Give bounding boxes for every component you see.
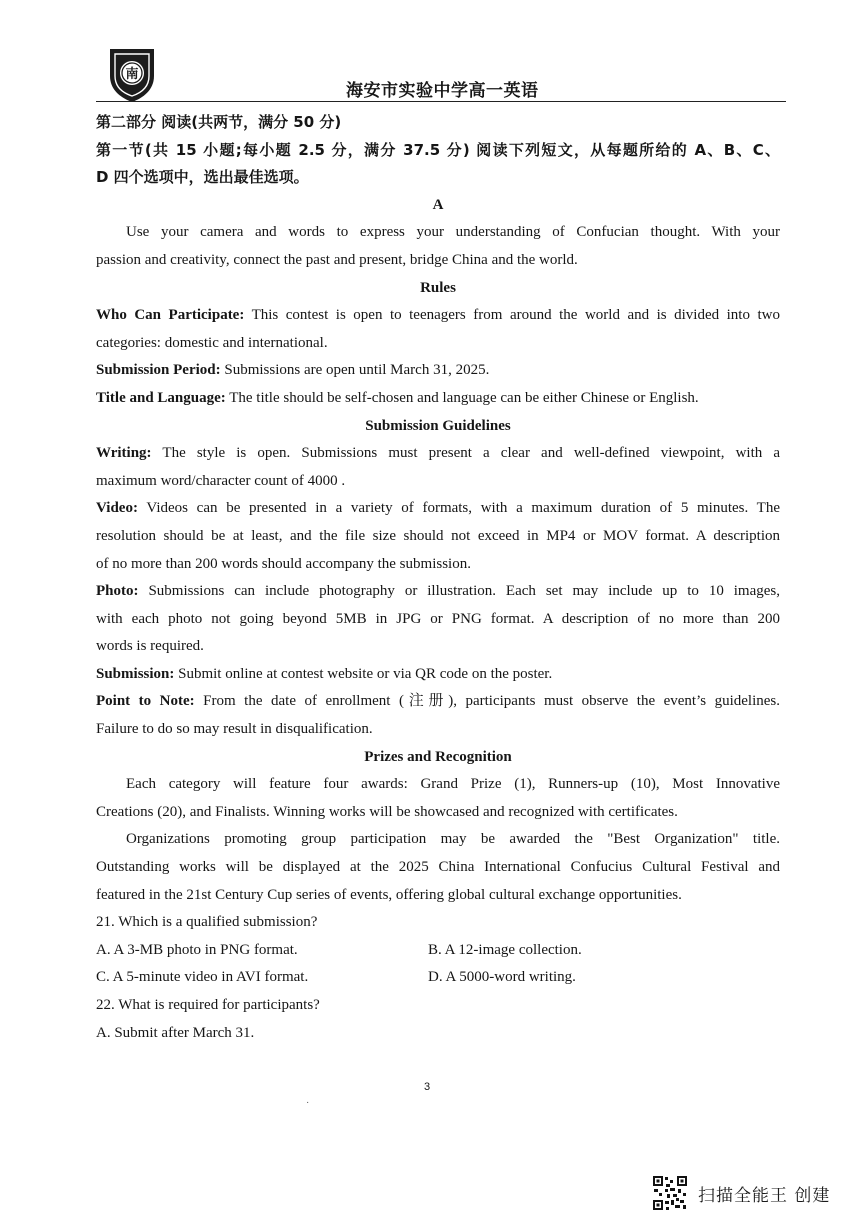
intro-line-2: passion and creativity, connect the past and present, bridge China and the world. xyxy=(96,251,578,268)
question-21-option-c: C. A 5-minute video in AVI format. xyxy=(96,969,309,986)
question-21-options-row-2 xyxy=(96,964,780,992)
note-text-line-2: Failure to do so may result in disqualification. xyxy=(96,721,373,738)
header-divider xyxy=(96,101,786,102)
photo-text-line-2: with each photo not going beyond 5MB in JPG or PNG format. A description of no more than 200 xyxy=(96,610,780,627)
writing-text-line-1: The style is open. Submissions must present a clear and well-defined viewpoint, with a xyxy=(162,445,780,462)
who-text-line-1: This contest is open to teenagers from around the world and is divided into two xyxy=(251,307,780,324)
submission-term: Submission: xyxy=(96,665,175,682)
school-logo xyxy=(106,46,158,104)
video-term: Video: xyxy=(96,500,138,517)
question-21-option-d: D. A 5000-word writing. xyxy=(428,969,576,986)
prizes-heading: Prizes and Recognition xyxy=(364,748,512,765)
writing-term: Writing: xyxy=(96,445,152,462)
prizes-p2-line-3: featured in the 21st Century Cup series of events, offering global cultural exchange opportunities. xyxy=(96,886,682,903)
question-21-option-b: B. A 12-image collection. xyxy=(428,941,582,958)
photo-text-line-3: words is required. xyxy=(96,638,204,655)
point-to-note xyxy=(96,688,780,716)
scanner-watermark xyxy=(652,1175,830,1211)
question-22-option-a: A. Submit after March 31. xyxy=(96,1024,255,1041)
note-text-line-1: From the date of enrollment (注册), participants must observe the event’s guidelines. xyxy=(203,693,780,710)
qr-code-icon xyxy=(652,1175,688,1211)
who-text-line-2: categories: domestic and international. xyxy=(96,334,328,351)
rules-heading: Rules xyxy=(420,279,456,296)
intro-line-1: Use your camera and words to express your understanding of Confucian thought. With your xyxy=(126,224,780,241)
logo-emblem-text: 南 xyxy=(125,67,139,82)
writing-text-line-2: maximum word/character count of 4000 . xyxy=(96,472,346,489)
period-text: Submissions are open until March 31, 2025. xyxy=(224,362,490,379)
title-and-language xyxy=(96,385,780,413)
who-can-participate xyxy=(96,302,780,330)
prizes-p2-line-1: Organizations promoting group participation may be awarded the "Best Organization" title. xyxy=(126,831,780,848)
video-text-line-1: Videos can be presented in a variety of formats, with a maximum duration of 5 minutes. The xyxy=(146,500,780,517)
prizes-p2-line-2: Outstanding works will be displayed at the 2025 China International Confucius Cultural Festival and xyxy=(96,859,780,876)
question-21-options-row-1 xyxy=(96,937,780,965)
reading-section xyxy=(96,109,780,1047)
photo-guideline xyxy=(96,578,780,606)
question-21-option-a: A. A 3-MB photo in PNG format. xyxy=(96,941,298,958)
video-text-line-2: resolution should be at least, and the file size should not exceed in MP4 or MOV format. A description xyxy=(96,527,780,544)
scanner-watermark-text: 扫描全能王 创建 xyxy=(698,1185,831,1206)
photo-term: Photo: xyxy=(96,583,139,600)
passage-letter: A xyxy=(432,196,444,213)
title-lang-text: The title should be self-chosen and language can be either Chinese or English. xyxy=(229,389,699,406)
part-heading: 第二部分 阅读(共两节，满分 50 分) xyxy=(96,113,342,131)
photo-text-line-1: Submissions can include photography or illustration. Each set may include up to 10 images, xyxy=(148,583,780,600)
section-instruction-line-2: D 四个选项中，选出最佳选项。 xyxy=(96,168,309,187)
submission-guideline xyxy=(96,661,780,689)
guidelines-heading: Submission Guidelines xyxy=(365,417,511,434)
note-term: Point to Note: xyxy=(96,693,195,710)
section-instruction-line-1: 第一节(共 15 小题;每小题 2.5 分，满分 37.5 分) 阅读下列短文，从每题所给的 A、B、C、 xyxy=(96,140,780,159)
page-number: 3 xyxy=(424,1081,431,1093)
question-21-stem: 21. Which is a qualified submission? xyxy=(96,914,318,931)
submission-text: Submit online at contest website or via QR code on the poster. xyxy=(178,665,553,682)
question-22-stem: 22. What is required for participants? xyxy=(96,997,320,1013)
title-lang-term: Title and Language: xyxy=(96,389,226,406)
video-guideline xyxy=(96,495,780,523)
period-term: Submission Period: xyxy=(96,362,221,379)
submission-period xyxy=(96,357,780,385)
prizes-p1-line-2: Creations (20), and Finalists. Winning works will be showcased and recognized with certificates. xyxy=(96,803,678,820)
who-term: Who Can Participate: xyxy=(96,307,245,324)
video-text-line-3: of no more than 200 words should accompany the submission. xyxy=(96,555,471,572)
scan-speck: · xyxy=(306,1097,310,1108)
school-title: 海安市实验中学高一英语 xyxy=(346,81,539,101)
writing-guideline xyxy=(96,440,780,468)
prizes-p1-line-1: Each category will feature four awards: Grand Prize (1), Runners-up (10), Most Innovative xyxy=(126,776,780,793)
